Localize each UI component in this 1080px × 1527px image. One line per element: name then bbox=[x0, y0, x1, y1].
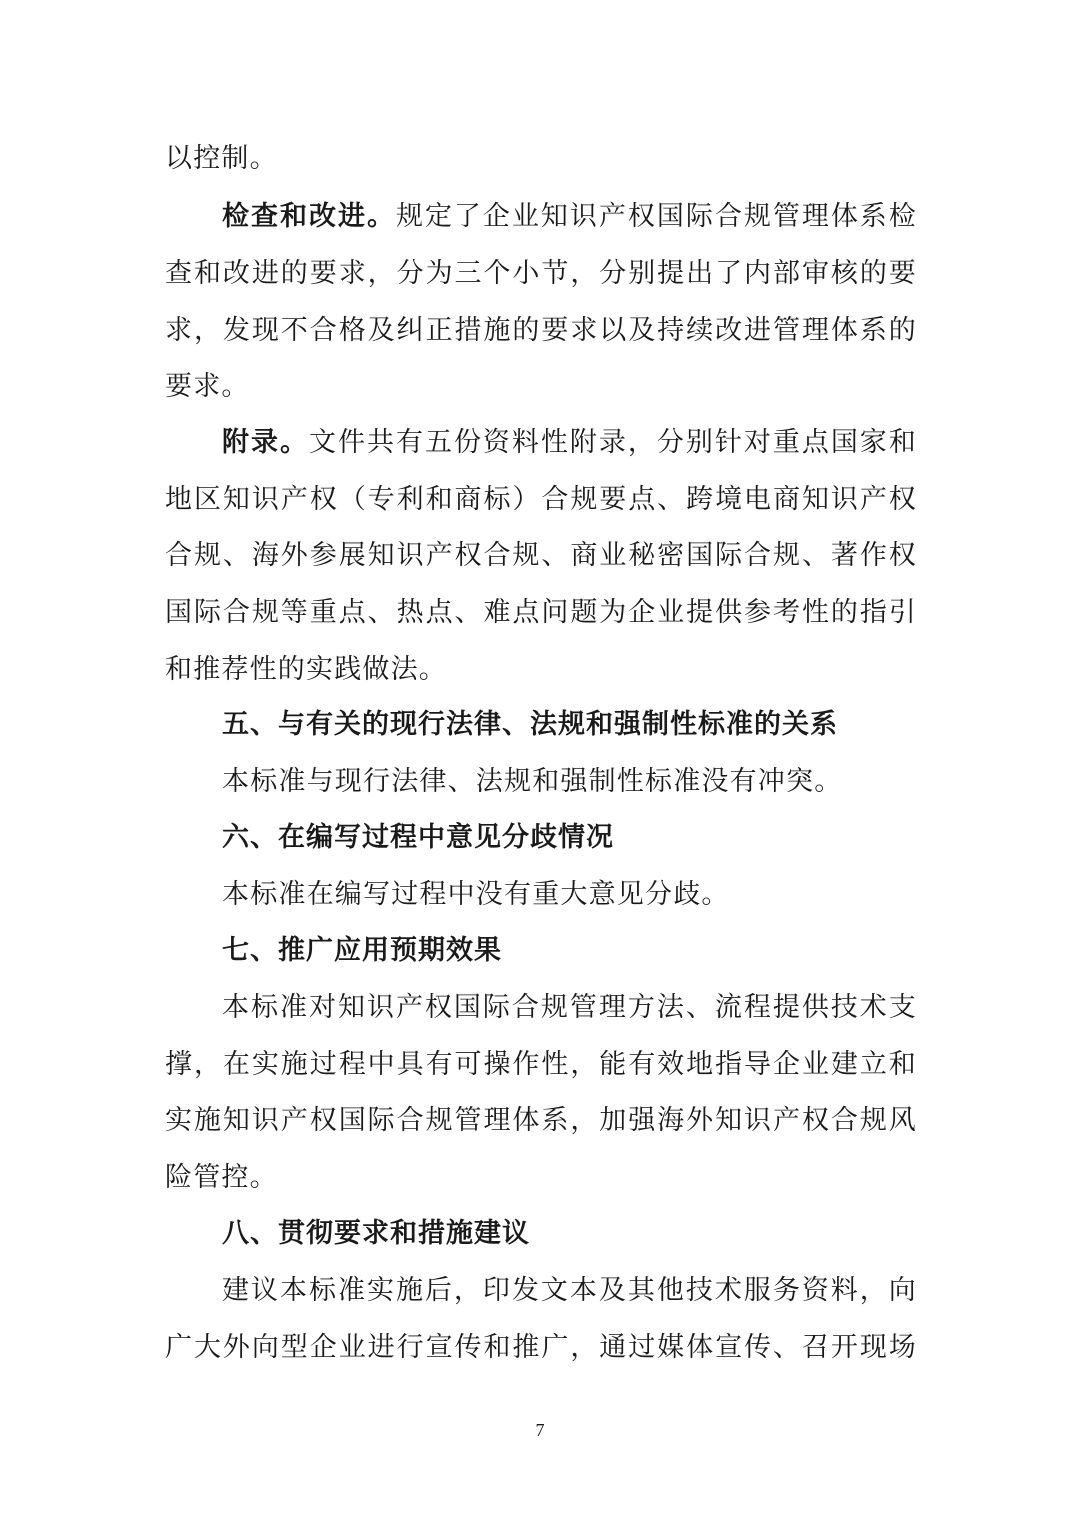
paragraph-line: 要求。 bbox=[165, 371, 250, 402]
paragraph-text: 规定了企业知识产权国际合规管理体系检 bbox=[395, 201, 917, 232]
paragraph-line: 建议本标准实施后，印发文本及其他技术服务资料，向 bbox=[222, 1275, 917, 1306]
paragraph-line: 本标准在编写过程中没有重大意见分歧。 bbox=[222, 879, 730, 910]
section-heading: 八、贯彻要求和措施建议 bbox=[222, 1218, 530, 1249]
paragraph-line: 本标准与现行法律、法规和强制性标准没有冲突。 bbox=[222, 766, 843, 797]
paragraph-line: 和推荐性的实践做法。 bbox=[165, 654, 447, 685]
paragraph-text: 文件共有五份资料性附录，分别针对重点国家和 bbox=[308, 427, 917, 458]
paragraph-lead: 附录。 bbox=[222, 427, 309, 458]
paragraph-line: 广大外向型企业进行宣传和推广，通过媒体宣传、召开现场 bbox=[165, 1332, 917, 1363]
section-heading: 七、推广应用预期效果 bbox=[222, 935, 502, 966]
paragraph-line bbox=[222, 197, 917, 237]
paragraph-line: 地区知识产权（专利和商标）合规要点、跨境电商知识产权 bbox=[165, 484, 917, 515]
paragraph-line: 本标准对知识产权国际合规管理方法、流程提供技术支 bbox=[222, 992, 917, 1023]
section-heading: 五、与有关的现行法律、法规和强制性标准的关系 bbox=[222, 709, 838, 740]
paragraph-line: 国际合规等重点、热点、难点问题为企业提供参考性的指引 bbox=[165, 597, 917, 628]
paragraph-lead: 检查和改进。 bbox=[222, 201, 396, 232]
paragraph-line: 撑，在实施过程中具有可操作性，能有效地指导企业建立和 bbox=[165, 1049, 917, 1080]
paragraph-line: 实施知识产权国际合规管理体系，加强海外知识产权合规风 bbox=[165, 1105, 917, 1136]
paragraph-line: 查和改进的要求，分为三个小节，分别提出了内部审核的要 bbox=[165, 258, 917, 289]
paragraph-line: 合规、海外参展知识产权合规、商业秘密国际合规、著作权 bbox=[165, 540, 917, 571]
page-number: 7 bbox=[535, 1420, 545, 1440]
paragraph-line: 求，发现不合格及纠正措施的要求以及持续改进管理体系的 bbox=[165, 315, 917, 346]
section-heading: 六、在编写过程中意见分歧情况 bbox=[222, 822, 614, 853]
paragraph-line bbox=[222, 423, 917, 463]
paragraph-line: 险管控。 bbox=[165, 1162, 278, 1193]
paragraph-line: 以控制。 bbox=[165, 143, 278, 174]
